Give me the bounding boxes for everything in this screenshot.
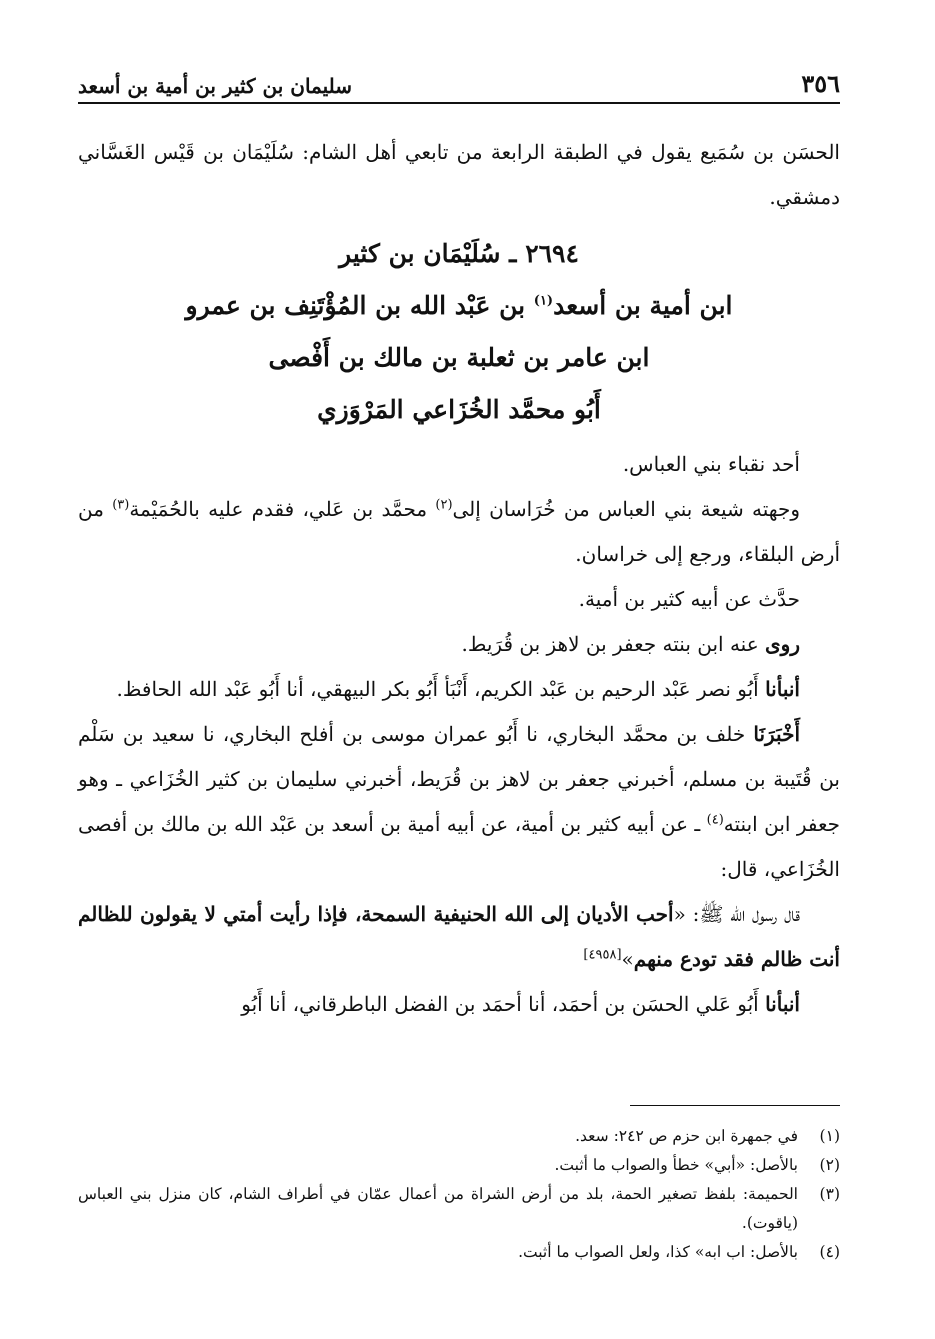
paragraph-5-text: أَبُو نصر عَبْد الرحيم بن عَبْد الكريم، أَنْبَأ أَبُو بكر البيهقي، أنا أَبُو عَبْد الله الحافظ. [116,677,766,701]
footnote [78,1238,840,1267]
paragraph-1: أحد نقباء بني العباس. [622,452,800,476]
keyword-akhbarana: أَخْبَرَنَا [753,722,800,746]
paragraph-2-a: وجهته شيعة بني العباس من خُرَاسان إلى [452,497,801,521]
keyword-rawa: روى [765,632,800,656]
footnote-text: في جمهرة ابن حزم ص ٢٤٢: سعد. [575,1127,798,1145]
paragraph-6-a: خلف بن محمَّد البخاري، نا أَبُو عمران موسى بن أفلح البخاري، نا سعيد بن سَلْم بن قُتَيبة بن مسلم، أخبرني جعفر بن لاهز بن قُرَيط، أخبرني سليمان بن كثير الخُزَاعي ـ وهو جعفر ابن ابنته [78,722,840,836]
entry-heading [78,228,840,436]
main-text [78,130,840,1027]
paragraph-8-text: أَبُو عَلي الحسَن بن أحمَد، أنا أحمَد بن الفضل الباطرقاني، أنا أَبُو [241,992,766,1016]
footnote-number: (٤) [819,1243,840,1261]
heading-line-4: أَبُو محمَّد الخُزَاعي المَرْوَزي [317,395,601,424]
footnote [78,1180,840,1238]
footnote-number: (٢) [819,1156,840,1174]
footnotes [78,1122,840,1267]
page-header [78,58,840,104]
keyword-anbaana-2: أنبأنا [765,992,800,1016]
paragraph-7-hadith [78,892,840,982]
paragraph-3: حدَّث عن أبيه كثير بن أمية. [578,587,800,611]
hadith-number: [٤٩٥٨] [583,947,622,963]
hadith-text: أحب الأديان إلى الله الحنيفية السمحة، فإذا رأيت أمتي لا يقولون للظالم أنت ظالم فقد تودع منهم [78,902,840,971]
heading-line-2-b: بن عَبْد الله بن المُؤْتَنِف بن عمرو [185,291,534,320]
hadith-close: » [621,947,634,971]
footnote-number: (٣) [819,1185,840,1203]
footnote-text: الحميمة: بلفظ تصغير الحمة، بلد من أرض الشراة من أعمال عمّان في أطراف الشام، كان منزل بني العباس (ياقوت). [78,1185,798,1232]
running-title: سليمان بن كثير بن أمية بن أسعد [78,74,353,98]
footnote-divider [630,1105,840,1106]
intro-paragraph: الحسَن بن سُمَيع يقول في الطبقة الرابعة من تابعي أهل الشام: سُلَيْمَان بن قَيْس الغَسَّاني دمشقي. [78,140,840,209]
footnote-ref-2: (٢) [435,497,453,513]
footnote-ref-4: (٤) [706,812,724,828]
heading-line-2-a: ابن أمية بن أسعد [553,291,733,320]
footnote-text: بالأصل: «أبي» خطأ والصواب ما أثبت. [554,1156,798,1174]
paragraph-8 [78,982,840,1027]
footnote-ref-3: (٣) [112,497,130,513]
heading-line-2 [78,280,840,332]
paragraph-6-b: ـ عن أبيه كثير بن أمية، عن أبيه أمية بن أسعد بن عَبْد الله بن مالك بن أفصى الخُزَاعي، قال: [78,812,840,881]
paragraph-6 [78,712,840,892]
footnote-number: (١) [819,1127,840,1145]
page-number: ٣٥٦ [801,69,840,98]
paragraph-4-text: عنه ابن بنته جعفر بن لاهز بن قُرَيط. [461,632,766,656]
footnote [78,1122,840,1151]
paragraph-2-b: محمَّد بن عَلي، فقدم عليه بالحُمَيْمة [129,497,436,521]
footnote [78,1151,840,1180]
heading-line-3: ابن عامر بن ثعلبة بن مالك بن أَفْصى [268,343,650,372]
footnote-text: بالأصل: اب ابه» كذا، ولعل الصواب ما أثبت. [518,1243,798,1261]
footnote-ref-1: (١) [533,293,554,309]
paragraph-2 [78,487,840,577]
hadith-intro: قال رسول الله ﷺ: « [673,902,800,926]
heading-line-1: ٢٦٩٤ ـ سُلَيْمَان بن كثير [339,239,579,268]
paragraph-4 [78,622,840,667]
paragraph-5 [78,667,840,712]
paragraph-2-c: من أرض البلقاء، ورجع إلى خراسان. [78,497,840,566]
keyword-anbaana: أنبأنا [765,677,800,701]
